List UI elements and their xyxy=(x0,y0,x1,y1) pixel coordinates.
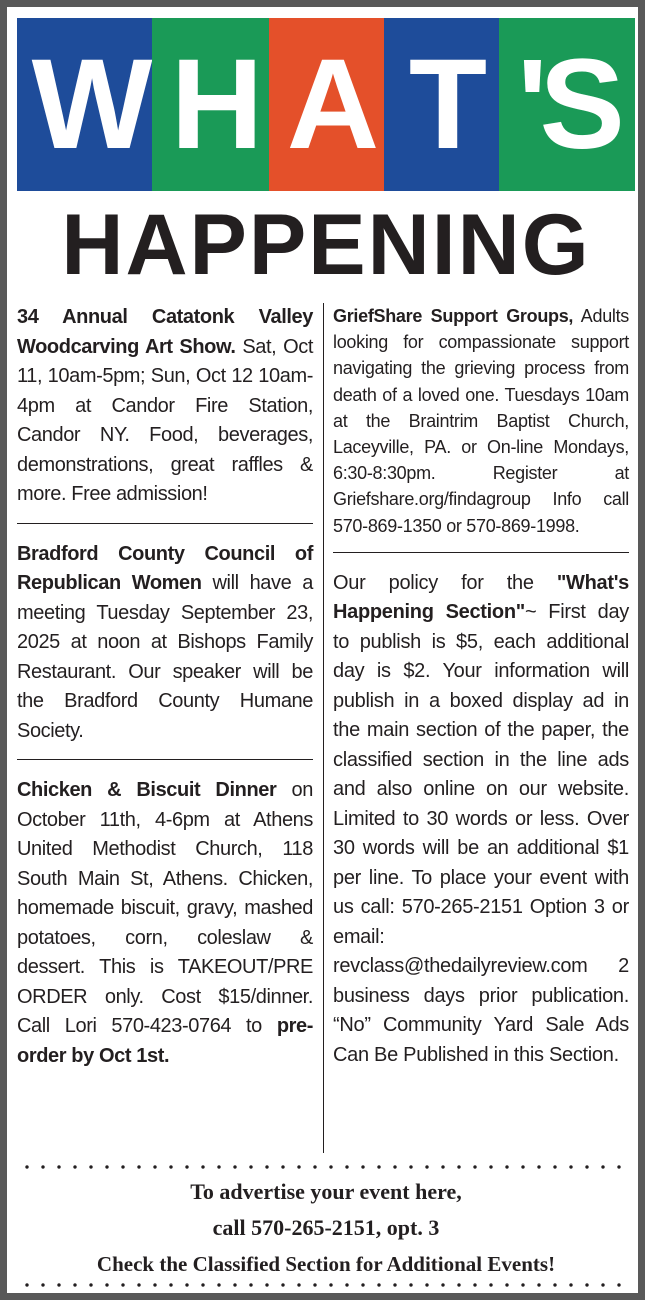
divider xyxy=(17,523,313,524)
masthead-tile-w xyxy=(17,18,167,191)
masthead-letter: H xyxy=(170,33,264,176)
policy-lead: Our policy for the xyxy=(333,571,557,594)
event-body: Adults looking for compassionate support navigating the grieving process from death of a loved one. Tuesdays 10am at the Braintrim Baptist Church, Laceyville, PA. or On-line Mondays, 6:30-8:30pm. Register at Griefshare.org/findagroup Info call 570-869-1350 or 570-869-1998. xyxy=(333,306,630,536)
masthead-tile-t xyxy=(384,18,512,191)
policy-section-name: "What's Happening Section" xyxy=(333,571,629,624)
policy-notice xyxy=(333,569,629,1071)
event-griefshare xyxy=(333,303,629,539)
event-chicken-dinner xyxy=(17,776,313,1071)
event-emphasis: pre-order by Oct 1st. xyxy=(17,1015,313,1067)
right-column xyxy=(333,303,629,1070)
masthead-letter: 'S xyxy=(517,33,617,176)
event-title: 34 Annual Catatonk Valley Woodcarving Art Show. xyxy=(17,306,313,358)
happening-heading: HAPPENING xyxy=(61,197,591,293)
event-title: Bradford County Council of Republican Women xyxy=(17,542,313,594)
footer-phone: call 570-265-2151, opt. 3 xyxy=(212,1215,440,1240)
event-title: Chicken & Biscuit Dinner xyxy=(17,779,277,801)
event-republican-women xyxy=(17,540,313,747)
dotted-rule-bottom xyxy=(19,1283,631,1287)
left-column xyxy=(17,303,313,1071)
footer-classified-note: Check the Classified Section for Additional Events! xyxy=(96,1252,556,1276)
masthead-letter: A xyxy=(286,33,380,176)
divider xyxy=(17,759,313,760)
masthead-tile-h xyxy=(152,18,282,191)
masthead-tile-a xyxy=(269,18,397,191)
masthead xyxy=(17,18,635,191)
policy-body: ~ First day to publish is $5, each additional day is $2. Your information will publish in a boxed display ad in the main section of the paper, the classified section in the line ads and also online on our website. Limited to 30 words or less. Over 30 words will be an additional $1 per line. To place your event with us call: 570-265-2151 Option 3 or email: revclass@thedailyreview.com 2 business days prior publication. “No” Community Yard Sale Ads Can Be Published in this Section. xyxy=(333,601,629,1066)
footer-line-1: To advertise your event here, xyxy=(190,1179,462,1204)
divider xyxy=(333,552,629,553)
event-title: GriefShare Support Groups, xyxy=(333,306,574,326)
event-woodcarving xyxy=(17,303,313,510)
masthead-tile-s xyxy=(499,18,635,191)
dotted-rule-top xyxy=(19,1165,631,1169)
event-body: will have a meeting Tuesday September 23, 2025 at noon at Bishops Family Restaurant. Our speaker will be the Bradford County Humane Society. xyxy=(17,572,313,742)
event-body: Sat, Oct 11, 10am-5pm; Sun, Oct 12 10am-4pm at Candor Fire Station, Candor NY. Food, beverages, demonstrations, great raffles & more. Free admission! xyxy=(17,335,314,505)
event-body: on October 11th, 4-6pm at Athens United Methodist Church, 118 South Main St, Athens. Chicken, homemade biscuit, gravy, mashed potatoes, corn, coleslaw & dessert. This is TAKEOUT/PRE ORDER only. Cost $15/dinner. Call Lori 570-423-0764 to xyxy=(17,779,313,1037)
column-divider xyxy=(323,303,324,1153)
masthead-letter: W xyxy=(31,33,153,176)
masthead-letter: T xyxy=(408,33,488,176)
